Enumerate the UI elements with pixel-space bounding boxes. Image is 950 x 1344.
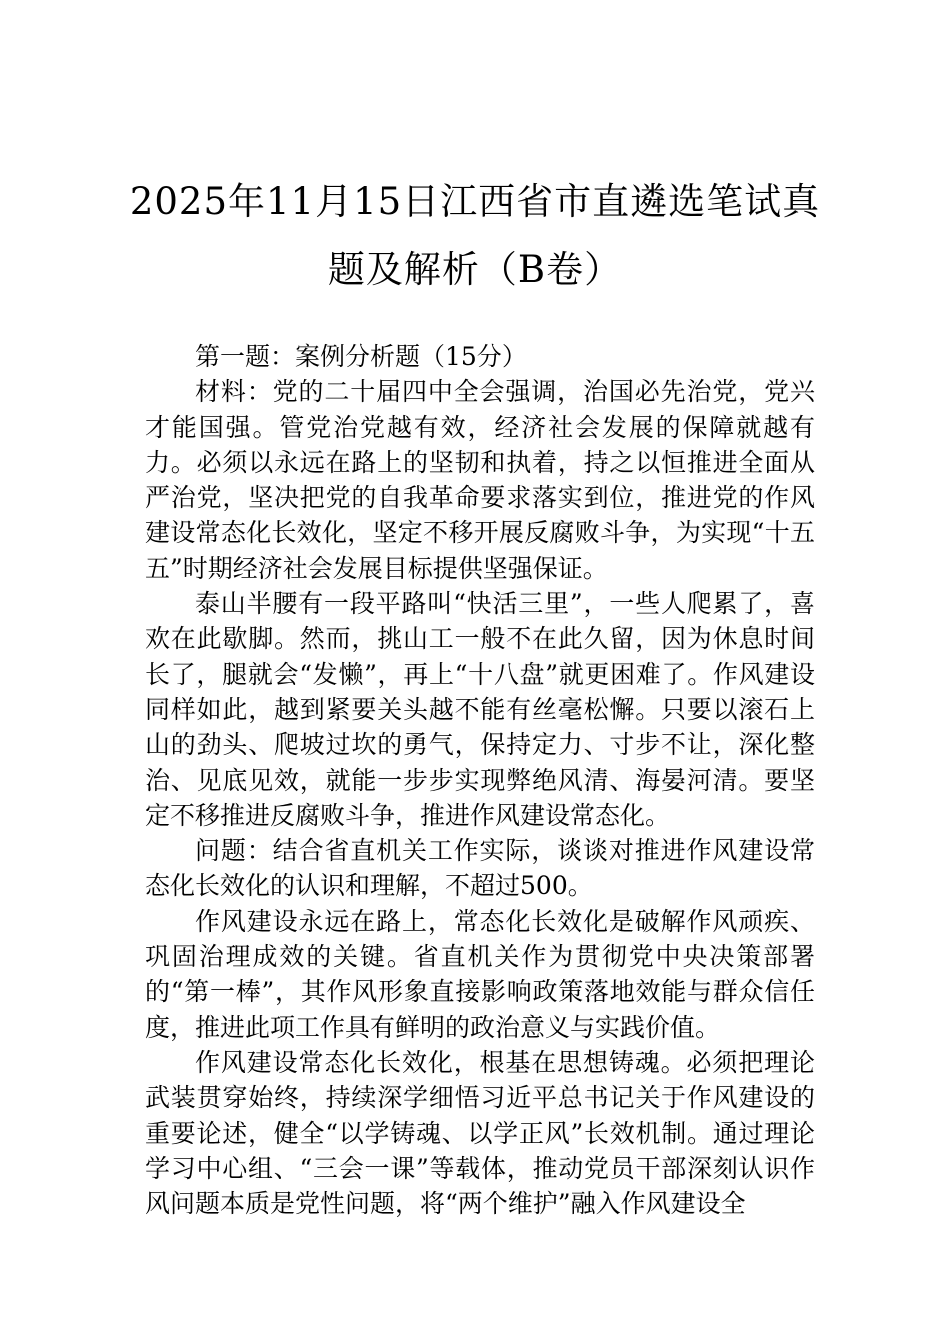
answer-paragraph: 作风建设常态化长效化，根基在思想铸魂。必须把理论武装贯穿始终，持续深学细悟习近平总书记关于作风建设的重要论述，健全“以学铸魂、以学正风”长效机制。通过理论学习中心组、“三会一课”等载体，推动党员干部深刻认识作风问题本质是党性问题，将“两个维护”融入作风建设全 [145,1047,815,1219]
material-paragraph: 泰山半腰有一段平路叫“快活三里”，一些人爬累了，喜欢在此歇脚。然而，挑山工一般不在此久留，因为休息时间长了，腿就会“发懒”，再上“十八盘”就更困难了。作风建设同样如此，越到紧要关头越不能有丝毫松懈。只要以滚石上山的劲头、爬坡过坎的勇气，保持定力、寸步不让，深化整治、见底见效，就能一步步实现弊绝风清、海晏河清。要坚定不移推进反腐败斗争，推进作风建设常态化。 [145,589,815,830]
answer-paragraph: 作风建设永远在路上，常态化长效化是破解作风顽疾、巩固治理成效的关键。省直机关作为贯彻党中央决策部署的“第一棒”，其作风形象直接影响政策落地效能与群众信任度，推进此项工作具有鲜明的政治意义与实践价值。 [145,906,815,1042]
material-paragraph: 材料：党的二十届四中全会强调，治国必先治党，党兴才能国强。管党治党越有效，经济社会发展的保障就越有力。必须以永远在路上的坚韧和执着，持之以恒推进全面从严治党，坚决把党的自我革命要求落实到位，推进党的作风建设常态化长效化，坚定不移开展反腐败斗争，为实现“十五五”时期经济社会发展目标提供坚强保证。 [145,377,815,583]
question-paragraph: 问题：结合省直机关工作实际，谈谈对推进作风建设常态化长效化的认识和理解，不超过500。 [145,836,815,901]
document-body [145,339,815,1221]
document-title-line-1: 2025年11月15日江西省市直遴选笔试真 [129,180,821,223]
document-title-line-2: 题及解析（B卷） [327,248,623,291]
section-heading: 第一题：案例分析题（15分） [195,342,527,371]
